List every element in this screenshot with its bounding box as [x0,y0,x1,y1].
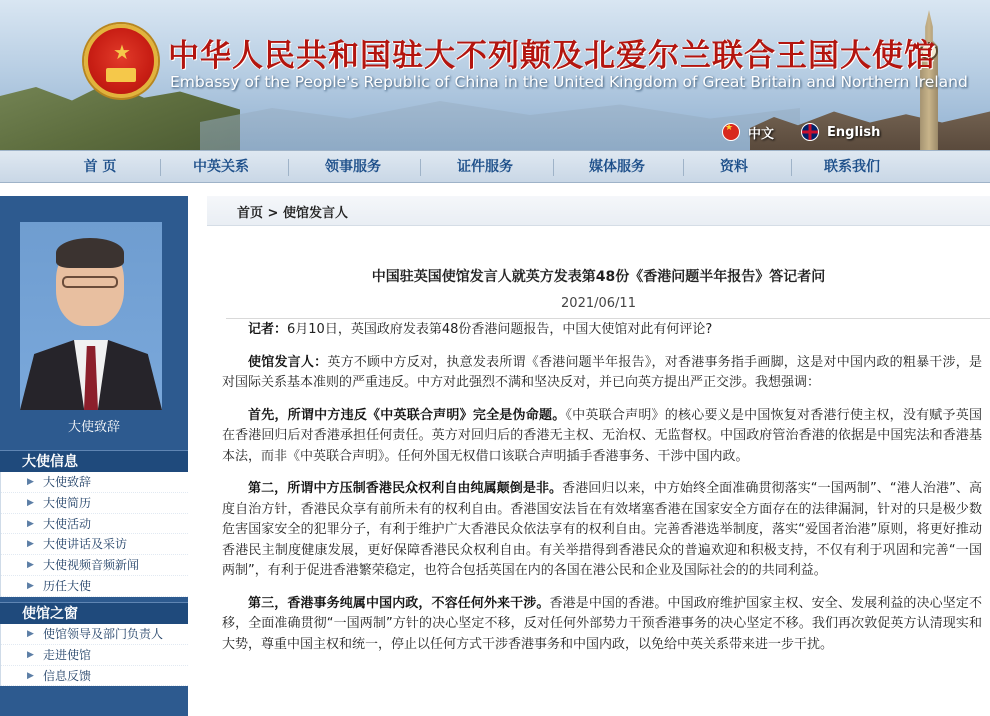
breadcrumb-bar [207,196,990,226]
sidebar-item-activities[interactable]: ▶ 大使活动 [1,514,188,535]
answer-paragraph: 使馆发言人：英方不顾中方反对，执意发表所谓《香港问题半年报告》，对香港事务指手画脚，这是对中国内政的粗暴干涉，是对国际关系基本准则的严重违反。中方对此强烈不满和坚决反对，并已向英方提出严正交涉。我想强调： [222,354,982,390]
paragraph-third: 第三，香港事务纯属中国内政，不容任何外来干涉。香港是中国的香港。中国政府维护国家主权、安全、发展利益的决心坚定不移，全面准确贯彻“一国两制”方针的决心坚定不移，反对任何外部势力干预香港事务的决心坚定不移。我们再次敦促英方认清现实和大势，尊重中国主权和统一，停止以任何方式干涉香港事务和中国内政，以免给中英关系带来进一步干扰。 [222,595,982,652]
header-banner [0,0,990,150]
sidebar-section-embassy-window [0,602,188,686]
sidebar-item-about-embassy[interactable]: ▶ 走进使馆 [1,645,188,666]
arrow-right-icon: ▶ [27,629,34,639]
arrow-right-icon: ▶ [27,580,34,591]
sidebar-item-former-ambassadors[interactable]: ▶ 历任大使 [1,576,188,597]
sidebar-item-feedback[interactable]: ▶ 信息反馈 [1,666,188,687]
national-emblem-icon[interactable]: ★ [84,24,158,98]
paragraph-second: 第二，所谓中方压制香港民众权利自由纯属颠倒是非。香港回归以来，中方始终全面准确贯彻落实“一国两制”、“港人治港”、高度自治方针，香港民众享有前所未有的权利自由。香港国安法旨在有效堵塞香港在国家安全方面存在的法律漏洞，针对的只是极少数危害国家安全的犯罪分子，有利于维护广大香港民众依法享有的权利自由。完善香港选举制度，落实“爱国者治港”原则，将更好推动香港民主制度健康发展，更好保障香港民众权利自由。有关举措得到香港民众的普遍欢迎和积极支持，不仅有利于巩固和完善“一国两制”，有利于促进香港繁荣稳定，也符合包括英国在内的各国在港公民和企业及国际社会的的共同利益。 [222,481,982,578]
ambassador-caption[interactable]: 大使致辞 [67,420,120,435]
site-title-cn: 中华人民共和国驻大不列颠及北爱尔兰联合王国大使馆 [168,38,936,74]
nav-document-services[interactable]: 证件服务 [457,159,513,175]
article-title: 中国驻英国使馆发言人就英方发表第48份《香港问题半年报告》答记者问 [371,269,826,285]
lang-cn-label: 中文 [748,126,775,142]
arrow-right-icon: ▶ [27,477,34,487]
sidebar-item-resume[interactable]: ▶ 大使简历 [1,493,188,514]
ambassador-photo[interactable] [20,222,162,410]
arrow-right-icon: ▶ [27,649,34,660]
arrow-right-icon: ▶ [27,560,34,571]
breadcrumb[interactable]: 首页 > 使馆发言人 [237,206,348,221]
question-paragraph: 记者：6月10日，英国政府发表第48份香港问题报告，中国大使馆对此有何评论? [248,322,713,337]
sidebar [0,196,188,716]
china-flag-icon [722,123,740,141]
nav-media-services[interactable]: 媒体服务 [589,159,645,175]
arrow-right-icon: ▶ [27,518,34,529]
sidebar-section-ambassador-info [0,450,188,597]
sidebar-item-interviews[interactable]: ▶ 大使讲话及采访 [1,534,188,555]
divider [226,318,990,319]
article-body [222,320,982,667]
uk-flag-icon [801,123,819,141]
nav-resources[interactable]: 资料 [720,159,748,175]
sidebar-item-video-audio[interactable]: ▶ 大使视频音频新闻 [1,555,188,576]
lang-switch-chinese[interactable] [722,122,774,142]
sidebar-section-title: 使馆之窗 [0,602,188,624]
nav-home[interactable]: 首 页 [83,159,117,175]
sidebar-item-speech[interactable]: ▶ 大使致辞 [1,472,188,493]
arrow-right-icon: ▶ [27,539,34,550]
nav-china-uk-relations[interactable]: 中英关系 [193,159,249,175]
sidebar-item-leadership[interactable]: ▶ 使馆领导及部门负责人 [1,624,188,645]
lang-en-label: English [827,124,881,140]
nav-contact-us[interactable]: 联系我们 [824,159,880,175]
nav-consular-services[interactable]: 领事服务 [325,159,381,175]
paragraph-first: 首先，所谓中方违反《中英联合声明》完全是伪命题。《中英联合声明》的核心要义是中国恢复对香港行使主权，没有赋予英国在香港回归后对香港承担任何责任。英方对回归后的香港无主权、无治权、无监督权。中国政府管治香港的依据是中国宪法和香港基本法，而非《中英联合声明》。任何外国无权借口该联合声明插手香港事务、干涉中国内政。 [222,407,982,464]
sidebar-section-title: 大使信息 [0,450,188,472]
lang-switch-english[interactable] [801,122,880,142]
arrow-right-icon: ▶ [27,670,34,681]
arrow-right-icon: ▶ [27,497,34,508]
article-date: 2021/06/11 [561,296,636,311]
main-nav [0,150,990,183]
site-title-en: Embassy of the People's Republic of China in the United Kingdom of Great Britain and Northern Ireland [170,73,968,91]
